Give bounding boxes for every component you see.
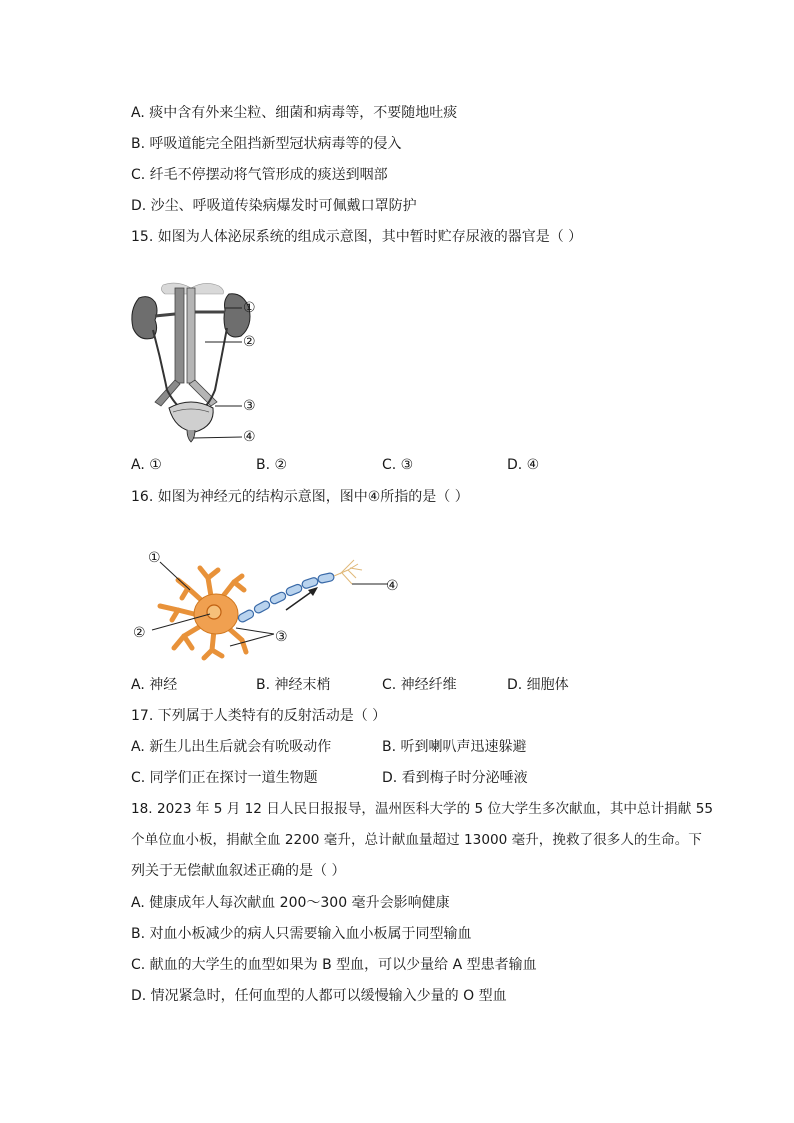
q14-option-c: C. 纤毛不停摆动将气管形成的痰送到咽部 bbox=[131, 167, 388, 183]
q18-option-b: B. 对血小板减少的病人只需要输入血小板属于同型输血 bbox=[131, 926, 472, 942]
q15-option-c: C. ③ bbox=[382, 457, 414, 473]
nucleus bbox=[207, 605, 221, 619]
q15-label-3: ③ bbox=[243, 398, 256, 414]
q17-option-c: C. 同学们正在探讨一道生物题 bbox=[131, 770, 318, 786]
q16-label-2: ② bbox=[133, 625, 146, 641]
q15-option-a: A. ① bbox=[131, 457, 162, 473]
q17-stem: 17. 下列属于人类特有的反射活动是（ ） bbox=[131, 708, 387, 724]
q14-option-a: A. 痰中含有外来尘粒、细菌和病毒等，不要随地吐痰 bbox=[131, 105, 458, 121]
q15-label-1: ① bbox=[243, 300, 256, 316]
q16-label-4: ④ bbox=[386, 578, 399, 594]
q16-option-a: A. 神经 bbox=[131, 677, 178, 693]
q17-option-a: A. 新生儿出生后就会有吮吸动作 bbox=[131, 739, 332, 755]
nerve-endings bbox=[334, 560, 362, 584]
q16-option-c: C. 神经纤维 bbox=[382, 677, 457, 693]
q16-option-d: D. 细胞体 bbox=[507, 677, 569, 693]
q15-label-4: ④ bbox=[243, 429, 256, 445]
q16-label-3: ③ bbox=[275, 629, 288, 645]
q18-option-a: A. 健康成年人每次献血 200～300 毫升会影响健康 bbox=[131, 895, 450, 911]
q18-stem-line-2: 个单位血小板，捐献全血 2200 毫升，总计献血量超过 13000 毫升，挽救了很多人的生命。下 bbox=[131, 832, 702, 848]
urethra bbox=[187, 430, 195, 442]
q14-option-d: D. 沙尘、呼吸道传染病爆发时可佩戴口罩防护 bbox=[131, 198, 417, 214]
q18-option-c: C. 献血的大学生的血型如果为 B 型血，可以少量给 A 型患者输血 bbox=[131, 957, 537, 973]
q16-stem: 16. 如图为神经元的结构示意图，图中④所指的是（ ） bbox=[131, 489, 469, 505]
nerve-fiber bbox=[237, 572, 335, 623]
q14-option-b: B. 呼吸道能完全阻挡新型冠状病毒等的侵入 bbox=[131, 136, 402, 152]
q15-option-b: B. ② bbox=[256, 457, 288, 473]
q17-option-b: B. 听到喇叭声迅速躲避 bbox=[382, 739, 527, 755]
q18-option-d: D. 情况紧急时，任何血型的人都可以缓慢输入少量的 O 型血 bbox=[131, 988, 507, 1004]
neuron-figure bbox=[130, 540, 410, 665]
q15-stem: 15. 如图为人体泌尿系统的组成示意图，其中暂时贮存尿液的器官是（ ） bbox=[131, 229, 583, 245]
q15-option-d: D. ④ bbox=[507, 457, 540, 473]
q17-option-d: D. 看到梅子时分泌唾液 bbox=[382, 770, 528, 786]
q18-stem-line-1: 18. 2023 年 5 月 12 日人民日报报导，温州医科大学的 5 位大学生多次献血，其中总计捐献 55 bbox=[131, 801, 713, 817]
q18-stem-line-3: 列关于无偿献血叙述正确的是（ ） bbox=[131, 863, 346, 879]
q15-label-2: ② bbox=[243, 334, 256, 350]
q16-option-b: B. 神经末梢 bbox=[256, 677, 331, 693]
q16-label-1: ① bbox=[148, 550, 161, 566]
bladder bbox=[169, 402, 213, 432]
